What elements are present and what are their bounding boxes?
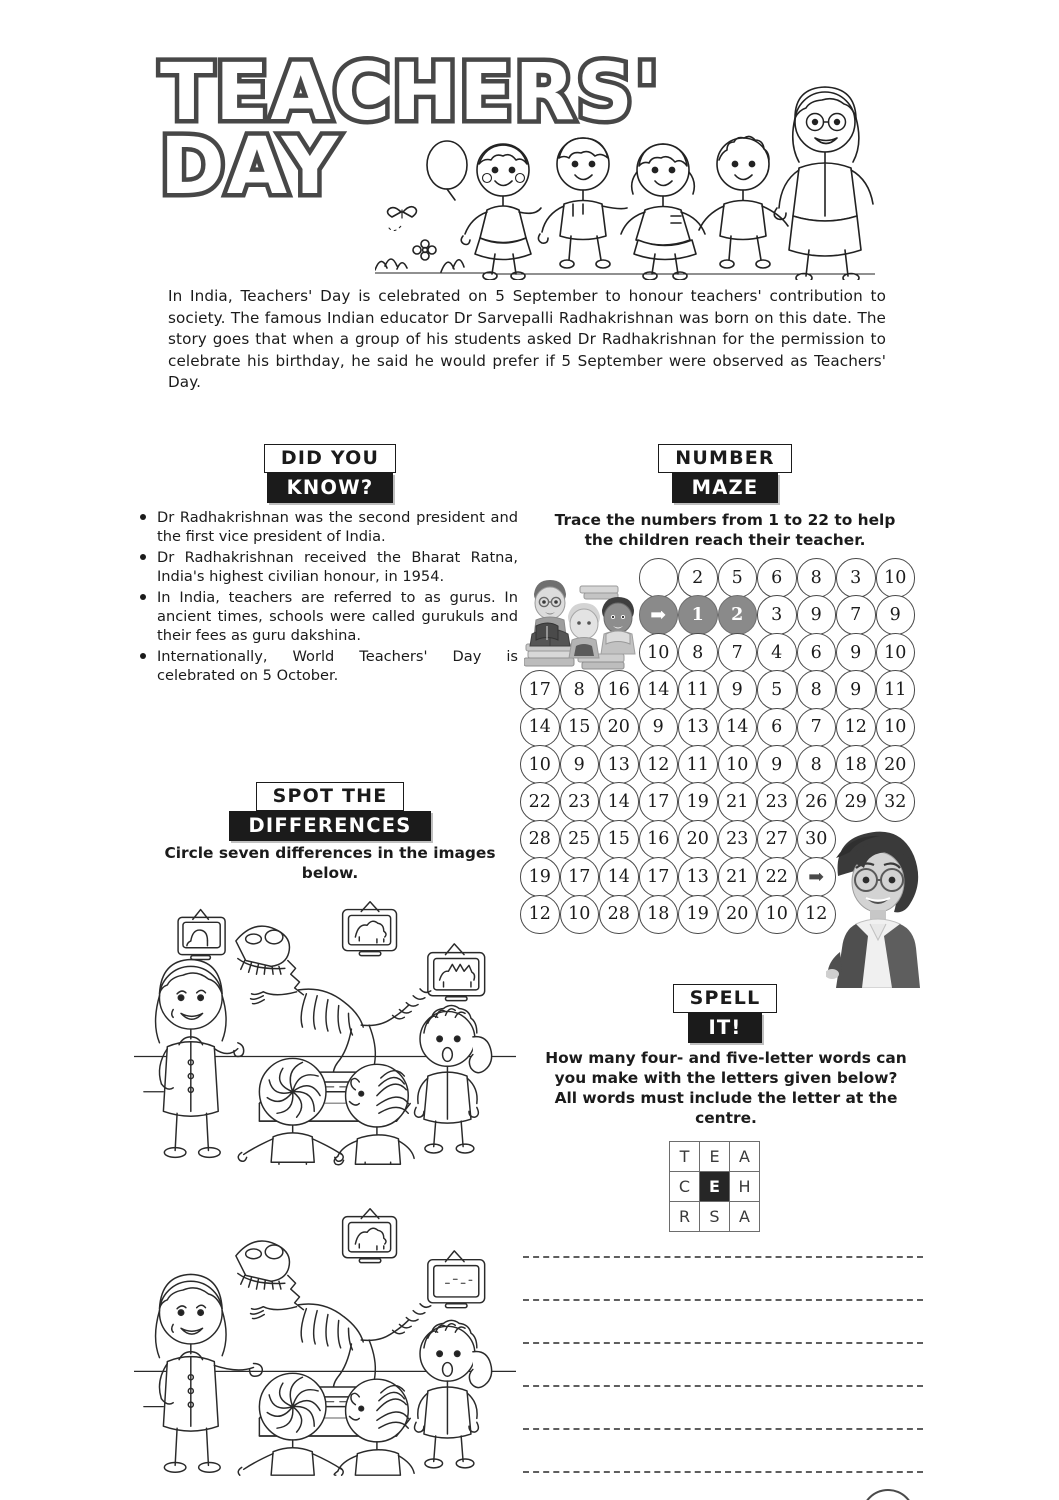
maze-cell[interactable]: 20 — [678, 820, 718, 860]
maze-cell[interactable]: 12 — [836, 708, 876, 748]
maze-cell[interactable]: 8 — [678, 633, 718, 673]
maze-row — [639, 558, 925, 595]
spell-grid-row — [670, 1202, 760, 1232]
maze-cell[interactable]: 19 — [520, 857, 560, 897]
maze-cell[interactable]: 15 — [599, 820, 639, 860]
maze-cell[interactable]: 8 — [797, 558, 837, 598]
maze-cell[interactable]: 10 — [757, 895, 797, 935]
maze-cell[interactable]: 5 — [757, 670, 797, 710]
maze-cell[interactable]: 8 — [797, 670, 837, 710]
spell-grid-letter[interactable]: T — [670, 1142, 700, 1172]
bullet-icon — [140, 653, 146, 659]
bullet-icon — [140, 514, 146, 520]
maze-cell[interactable]: 13 — [678, 857, 718, 897]
maze-cell[interactable]: 12 — [520, 895, 560, 935]
spell-grid-letter[interactable]: A — [730, 1202, 760, 1232]
did-you-know-header-top: DID YOU — [264, 444, 396, 473]
answer-line[interactable] — [523, 1385, 923, 1387]
list-item — [140, 508, 518, 547]
maze-cell[interactable]: 22 — [757, 857, 797, 897]
list-item — [140, 548, 518, 587]
maze-cell[interactable]: 25 — [560, 820, 600, 860]
intro-paragraph: In India, Teachers' Day is celebrated on 5 September to honour teachers' contribution to society. The famous Indian educator Dr Sarvepalli Radhakrishnan was born on this date. The story goes that when a group of his students asked Dr Radhakrishnan for the permission to celebrate his birthday, he said he would prefer if 5 September were observed as Teachers' Day. — [168, 287, 886, 392]
maze-cell[interactable]: 7 — [718, 633, 758, 673]
maze-cell[interactable]: 9 — [639, 708, 679, 748]
maze-cell[interactable]: 19 — [678, 895, 718, 935]
maze-cell-empty — [639, 558, 679, 598]
spell-it-instruction: How many four- and five-letter words can you make with the letters given below? All words must include the letter at the centre. — [545, 1049, 907, 1128]
spell-it-letter-grid[interactable] — [669, 1141, 760, 1232]
maze-cell[interactable]: 3 — [836, 558, 876, 598]
maze-cell[interactable]: 10 — [520, 745, 560, 785]
maze-cell[interactable]: 4 — [757, 633, 797, 673]
maze-row — [639, 595, 925, 632]
maze-cell[interactable]: 9 — [876, 595, 916, 635]
did-you-know-list — [140, 508, 518, 687]
maze-row — [520, 708, 924, 745]
maze-cell[interactable]: 27 — [757, 820, 797, 860]
answer-line[interactable] — [523, 1342, 923, 1344]
spell-it-header-bottom: IT! — [688, 1013, 761, 1043]
maze-cell[interactable]: 17 — [560, 857, 600, 897]
maze-cell[interactable]: 5 — [718, 558, 758, 598]
maze-cell[interactable]: 10 — [876, 633, 916, 673]
spot-differences-header — [225, 782, 435, 841]
maze-cell[interactable]: 6 — [797, 633, 837, 673]
maze-cell[interactable]: 29 — [836, 782, 876, 822]
maze-students-illustration — [524, 568, 644, 678]
answer-line[interactable] — [523, 1299, 923, 1301]
maze-cell[interactable]: 10 — [876, 558, 916, 598]
maze-cell[interactable]: 14 — [718, 708, 758, 748]
list-item-text: Dr Radhakrishnan was the second president and the first vice president of India. — [157, 509, 518, 546]
maze-cell[interactable]: 2 — [678, 558, 718, 598]
maze-cell[interactable]: 22 — [520, 782, 560, 822]
maze-cell[interactable]: 23 — [560, 782, 600, 822]
maze-cell[interactable]: 14 — [639, 670, 679, 710]
maze-row — [520, 745, 924, 782]
maze-cell[interactable]: 23 — [718, 820, 758, 860]
maze-cell[interactable]: 10 — [718, 745, 758, 785]
maze-cell[interactable]: 30 — [797, 820, 837, 860]
maze-cell[interactable]: 10 — [639, 633, 679, 673]
spell-it-header-top: SPELL — [673, 984, 778, 1013]
maze-cell[interactable]: 9 — [836, 670, 876, 710]
maze-cell[interactable]: 21 — [718, 857, 758, 897]
maze-cell[interactable]: 8 — [560, 670, 600, 710]
spell-it-answer-lines[interactable] — [523, 1256, 923, 1500]
maze-cell[interactable]: 12 — [639, 745, 679, 785]
spot-differences-image-top — [134, 898, 516, 1166]
number-maze-header-bottom: MAZE — [672, 473, 779, 503]
maze-cell[interactable]: 18 — [639, 895, 679, 935]
spell-grid-row — [670, 1142, 760, 1172]
did-you-know-header-bottom: KNOW? — [267, 473, 394, 503]
maze-end-arrow-icon[interactable]: ➡ — [797, 857, 837, 897]
spell-grid-centre-letter[interactable]: E — [700, 1172, 730, 1202]
spell-grid-letter[interactable]: S — [700, 1202, 730, 1232]
spot-differences-header-top: SPOT THE — [256, 782, 405, 811]
list-item — [140, 647, 518, 686]
maze-cell[interactable]: 7 — [797, 708, 837, 748]
title-line-1: TEACHERS' — [160, 48, 661, 138]
bullet-icon — [140, 594, 146, 600]
title-line-2: DAY — [160, 121, 341, 212]
maze-cell[interactable]: 9 — [718, 670, 758, 710]
number-maze-instruction: Trace the numbers from 1 to 22 to help the children reach their teacher. — [554, 511, 896, 550]
spot-differences-header-bottom: DIFFERENCES — [229, 811, 432, 841]
maze-cell[interactable]: 11 — [876, 670, 916, 710]
maze-cell[interactable]: 2 — [718, 595, 758, 635]
number-maze-header-top: NUMBER — [658, 444, 792, 473]
spot-differences-image-bottom — [134, 1205, 516, 1477]
answer-line[interactable] — [523, 1428, 923, 1430]
maze-cell[interactable]: 20 — [876, 745, 916, 785]
maze-cell[interactable]: 14 — [520, 708, 560, 748]
maze-cell[interactable]: 15 — [560, 708, 600, 748]
maze-cell[interactable]: 9 — [797, 595, 837, 635]
maze-cell[interactable]: 7 — [836, 595, 876, 635]
maze-row — [520, 782, 924, 819]
maze-cell[interactable]: 16 — [639, 820, 679, 860]
maze-cell[interactable]: 3 — [757, 595, 797, 635]
maze-cell[interactable]: 17 — [520, 670, 560, 710]
number-maze-header — [625, 444, 825, 503]
maze-cell[interactable]: 13 — [678, 708, 718, 748]
maze-cell[interactable]: 32 — [876, 782, 916, 822]
maze-cell[interactable]: 23 — [757, 782, 797, 822]
maze-cell[interactable]: 13 — [599, 745, 639, 785]
spot-differences-instruction: Circle seven differences in the images below. — [164, 844, 496, 883]
spell-grid-letter[interactable]: R — [670, 1202, 700, 1232]
spell-grid-letter[interactable]: A — [730, 1142, 760, 1172]
maze-cell[interactable]: 19 — [678, 782, 718, 822]
maze-cell[interactable]: 20 — [718, 895, 758, 935]
spell-grid-letter[interactable]: C — [670, 1172, 700, 1202]
list-item-text: Dr Radhakrishnan received the Bharat Ratna, India's highest civilian honour, in 1954. — [157, 548, 518, 586]
maze-cell[interactable]: 21 — [718, 782, 758, 822]
maze-cell[interactable]: 11 — [678, 670, 718, 710]
maze-cell[interactable]: 14 — [599, 782, 639, 822]
maze-cell[interactable]: 18 — [836, 745, 876, 785]
spell-it-header — [625, 984, 825, 1043]
list-item-text: In India, teachers are referred to as gurus. In ancient times, schools were called gurukuls and their fees as guru dakshina. — [157, 588, 518, 645]
maze-row — [639, 633, 925, 670]
maze-cell[interactable]: 16 — [599, 670, 639, 710]
maze-cell[interactable]: 17 — [639, 857, 679, 897]
spell-grid-letter[interactable]: E — [700, 1142, 730, 1172]
maze-cell[interactable]: 20 — [599, 708, 639, 748]
maze-cell[interactable]: 6 — [757, 558, 797, 598]
maze-cell[interactable]: 11 — [678, 745, 718, 785]
list-item — [140, 588, 518, 646]
bullet-icon — [140, 554, 146, 560]
maze-cell[interactable]: 10 — [876, 708, 916, 748]
answer-line[interactable] — [523, 1256, 923, 1258]
maze-start-arrow-icon[interactable]: ➡ — [639, 595, 679, 635]
maze-cell[interactable]: 9 — [836, 633, 876, 673]
header-children-illustration — [375, 60, 875, 280]
maze-cell[interactable]: 26 — [797, 782, 837, 822]
maze-teacher-illustration — [826, 828, 930, 988]
list-item-text: Internationally, World Teachers' Day is celebrated on 5 October. — [157, 647, 518, 685]
maze-cell[interactable]: 14 — [599, 857, 639, 897]
answer-line[interactable] — [523, 1471, 923, 1473]
maze-cell[interactable]: 1 — [678, 595, 718, 635]
maze-cell[interactable]: 28 — [520, 820, 560, 860]
did-you-know-header — [230, 444, 430, 503]
maze-cell[interactable]: 9 — [757, 745, 797, 785]
maze-cell[interactable]: 12 — [797, 895, 837, 935]
maze-cell[interactable]: 17 — [639, 782, 679, 822]
spell-grid-letter[interactable]: H — [730, 1172, 760, 1202]
spell-grid-row — [670, 1172, 760, 1202]
maze-cell[interactable]: 6 — [757, 708, 797, 748]
maze-cell[interactable]: 28 — [599, 895, 639, 935]
answer-arc-decoration — [861, 1489, 915, 1500]
maze-cell[interactable]: 10 — [560, 895, 600, 935]
maze-cell[interactable]: 8 — [797, 745, 837, 785]
maze-cell[interactable]: 9 — [560, 745, 600, 785]
